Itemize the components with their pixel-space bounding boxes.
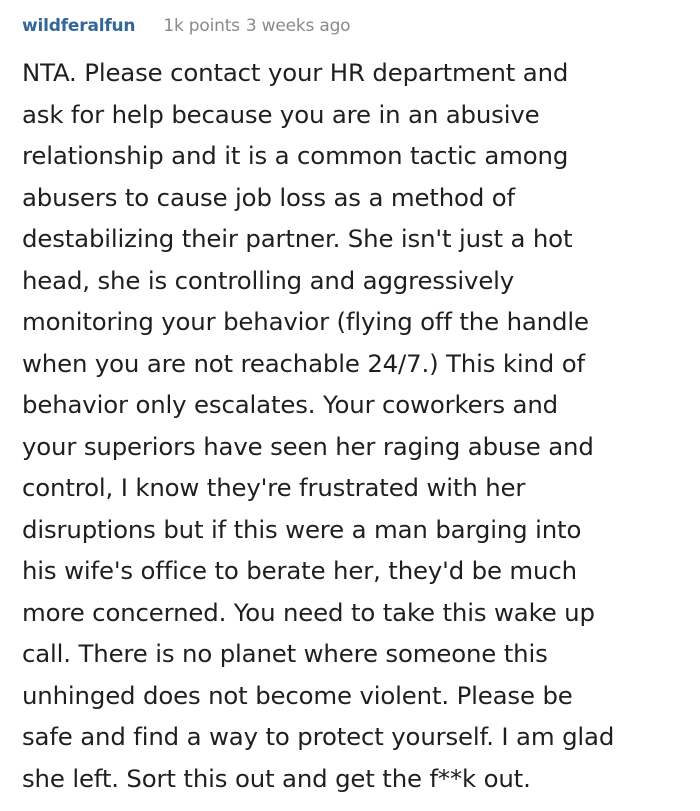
comment-text-line: more concerned. You need to take this wake up: [22, 597, 595, 627]
comment-text-line: unhinged does not become violent. Please be: [22, 680, 573, 710]
comment-meta: [163, 16, 350, 36]
comment-text-line: head, she is controlling and aggressively: [22, 265, 515, 295]
comment-text-line: NTA. Please contact your HR department and: [22, 58, 569, 87]
comment-text-line: behavior only escalates. Your coworkers and: [22, 390, 558, 419]
comment-text-line: disruptions but if this were a man barging into: [22, 514, 582, 544]
comment-text-line: his wife's office to berate her, they'd be much: [22, 556, 577, 585]
comment-text-line: monitoring your behavior (flying off the handle: [22, 307, 589, 336]
comment-age: 3 weeks ago: [245, 16, 351, 36]
comment-header: [22, 16, 678, 44]
comment-text-line: destabilizing their partner. She isn't just a hot: [22, 224, 573, 253]
comment-text-line: she left. Sort this out and get the f**k out.: [22, 763, 531, 793]
comment-text-line: safe and find a way to protect yourself. I am glad: [22, 722, 615, 751]
comment-text-line: your superiors have seen her raging abuse and: [22, 431, 594, 461]
username-link[interactable]: wildferalfun: [22, 16, 136, 36]
comment-text-line: call. There is no planet where someone this: [22, 639, 548, 668]
comment-text-line: relationship and it is a common tactic among: [22, 141, 569, 170]
points-count: 1k points: [163, 16, 240, 36]
comment-text-line: control, I know they're frustrated with her: [22, 473, 526, 502]
comment-text-line: abusers to cause job loss as a method of: [22, 182, 515, 212]
comment-text-line: ask for help because you are in an abusive: [22, 99, 540, 129]
comment-body: [22, 52, 682, 799]
comment-text-line: when you are not reachable 24/7.) This kind of: [22, 348, 585, 378]
